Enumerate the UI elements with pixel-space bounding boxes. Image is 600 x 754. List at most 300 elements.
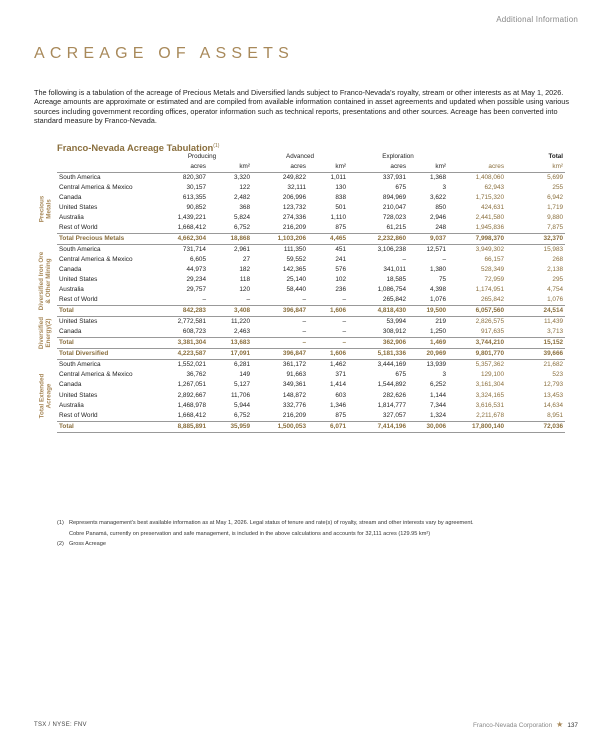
value-cell: 1,267,051 — [177, 381, 206, 389]
value-cell: 265,842 — [382, 296, 407, 304]
value-cell: 1,668,412 — [177, 224, 206, 232]
header-spacer — [57, 162, 152, 173]
value-cell: 6,281 — [234, 361, 251, 369]
section-side-label — [38, 245, 52, 317]
group-header: Advanced — [286, 153, 315, 161]
value-cell: 8,951 — [547, 411, 564, 419]
region-cell: Canada — [59, 194, 82, 202]
value-cell: 6,752 — [234, 224, 251, 232]
value-cell: 12,793 — [543, 381, 564, 389]
region-cell: Australia — [59, 401, 84, 409]
value-cell: 236 — [335, 286, 347, 294]
value-cell: 123,732 — [282, 204, 307, 212]
value-cell: 1,462 — [330, 361, 347, 369]
table-row — [57, 401, 565, 411]
value-cell: 1,174,951 — [475, 286, 505, 294]
star-icon: ★ — [556, 720, 564, 729]
value-cell: 2,211,678 — [476, 411, 505, 419]
region-cell: Rest of World — [59, 411, 98, 419]
value-cell: 44,973 — [186, 266, 206, 274]
value-cell: 1,439,221 — [177, 214, 206, 222]
table-row — [57, 360, 565, 371]
value-cell: 1,408,060 — [475, 174, 505, 182]
value-cell: 1,814,777 — [377, 401, 407, 409]
unit-header: km² — [308, 162, 348, 173]
value-cell: – — [202, 296, 206, 304]
value-cell: 274,336 — [282, 214, 307, 222]
total-value: 9,037 — [408, 234, 448, 245]
value-cell: 122 — [239, 184, 251, 192]
region-cell: United States — [59, 318, 98, 326]
total-value: 2,232,860 — [348, 234, 408, 245]
value-cell: 5,127 — [234, 381, 251, 389]
value-cell: 613,355 — [182, 194, 206, 202]
value-cell: 349,361 — [282, 381, 307, 389]
value-cell: – — [302, 328, 307, 336]
total-value: 4,818,430 — [348, 306, 408, 317]
total-value: 7,414,196 — [348, 421, 408, 432]
table-row — [57, 203, 565, 213]
value-cell: 820,307 — [182, 174, 206, 182]
value-cell: 3,713 — [547, 328, 564, 336]
value-cell: 206,996 — [282, 194, 307, 202]
total-value: 19,500 — [408, 306, 448, 317]
table-row — [57, 411, 565, 422]
table-row — [57, 245, 565, 256]
value-cell: 875 — [335, 411, 347, 419]
value-cell: 1,719 — [547, 204, 564, 212]
value-cell: 1,414 — [330, 381, 347, 389]
table-row — [57, 183, 565, 193]
value-cell: 3,324,165 — [475, 391, 505, 399]
value-cell: 371 — [335, 371, 347, 379]
value-cell: 3,320 — [234, 174, 251, 182]
value-cell: 102 — [335, 276, 347, 284]
value-cell: 3,616,531 — [475, 401, 505, 409]
group-header: Producing — [187, 153, 217, 161]
total-row — [57, 234, 565, 245]
page-number: 137 — [567, 721, 578, 729]
total-value: 17,091 — [208, 349, 252, 360]
region-cell: Central America & Mexico — [59, 256, 133, 264]
region-cell: Canada — [59, 381, 82, 389]
total-value: 5,181,336 — [348, 349, 408, 360]
table-row — [57, 213, 565, 223]
value-cell: 32,111 — [287, 184, 307, 192]
total-value: 3,744,210 — [448, 338, 506, 349]
region-cell: South America — [59, 174, 101, 182]
value-cell: 2,772,581 — [177, 318, 206, 326]
group-header: Exploration — [382, 153, 414, 161]
acreage-table — [57, 152, 565, 433]
value-cell: 1,346 — [330, 401, 347, 409]
footnotes — [57, 518, 565, 550]
total-row — [57, 421, 565, 432]
total-value: 3,408 — [208, 306, 252, 317]
total-label: Total — [57, 306, 152, 317]
value-cell: 2,946 — [430, 214, 447, 222]
value-cell: 2,892,667 — [177, 391, 206, 399]
value-cell: 1,250 — [430, 328, 447, 336]
table-row — [57, 193, 565, 203]
total-value: 1,500,053 — [252, 421, 308, 432]
total-value: 3,381,304 — [152, 338, 208, 349]
total-label: Total Diversified — [57, 349, 152, 360]
value-cell: 3,949,302 — [475, 246, 505, 254]
group-header: Total — [548, 153, 564, 161]
value-cell: 341,011 — [383, 266, 407, 274]
value-cell: 61,215 — [386, 224, 407, 232]
value-cell: – — [342, 318, 347, 326]
footnote — [57, 539, 565, 550]
value-cell: 268 — [552, 256, 564, 264]
value-cell: 265,842 — [480, 296, 505, 304]
value-cell: 216,209 — [282, 411, 307, 419]
value-cell: 4,398 — [430, 286, 447, 294]
total-value: 1,606 — [308, 349, 348, 360]
value-cell: 1,552,021 — [177, 361, 206, 369]
section-side-label-text — [38, 317, 52, 349]
value-cell: 11,706 — [230, 391, 251, 399]
value-cell: 295 — [552, 276, 564, 284]
total-value: 18,868 — [208, 234, 252, 245]
value-cell: 2,463 — [234, 328, 251, 336]
total-value: 35,959 — [208, 421, 252, 432]
value-cell: 29,757 — [186, 286, 206, 294]
footer-company-name: Franco-Nevada Corporation — [472, 721, 553, 729]
value-cell: 894,969 — [382, 194, 407, 202]
table-title-text: Franco-Nevada Acreage Tabulation — [57, 142, 214, 153]
total-value: 4,662,304 — [152, 234, 208, 245]
value-cell: 2,482 — [234, 194, 251, 202]
value-cell: 2,826,575 — [475, 318, 505, 326]
region-cell: Australia — [59, 214, 84, 222]
value-cell: 29,234 — [186, 276, 206, 284]
value-cell: 675 — [395, 371, 407, 379]
value-cell: 838 — [335, 194, 347, 202]
value-cell: 308,912 — [382, 328, 407, 336]
region-cell: Rest of World — [59, 224, 98, 232]
value-cell: – — [342, 328, 347, 336]
value-cell: 1,544,892 — [377, 381, 407, 389]
page-title: ACREAGE OF ASSETS — [34, 45, 295, 62]
value-cell: 1,668,412 — [177, 411, 206, 419]
value-cell: 1,076 — [430, 296, 447, 304]
total-value: 842,283 — [152, 306, 208, 317]
value-cell: 1,086,754 — [377, 286, 407, 294]
value-cell: 424,631 — [480, 204, 505, 212]
value-cell: 219 — [435, 318, 447, 326]
section-side-label — [38, 360, 52, 432]
region-cell: Australia — [59, 286, 84, 294]
value-cell: 9,880 — [547, 214, 564, 222]
table-row — [57, 285, 565, 295]
total-value: 13,683 — [208, 338, 252, 349]
region-cell: Central America & Mexico — [59, 371, 133, 379]
value-cell: 523 — [552, 371, 564, 379]
value-cell: 62,943 — [484, 184, 505, 192]
section-side-label-text — [38, 196, 52, 223]
total-value: 15,152 — [506, 338, 565, 349]
value-cell: 59,552 — [286, 256, 307, 264]
value-cell: 917,635 — [480, 328, 505, 336]
value-cell: – — [342, 296, 347, 304]
total-value: 6,057,560 — [448, 306, 506, 317]
region-cell: United States — [59, 391, 98, 399]
value-cell: 11,220 — [230, 318, 251, 326]
unit-header: acres — [152, 162, 208, 173]
section-side-label-text — [38, 374, 52, 419]
footnote-text: Represents management's best available information as at May 1, 2026. Legal status of tenure and rate(s) of royalty, stream and other interests vary by agreement. — [69, 520, 474, 526]
value-cell: 608,723 — [182, 328, 206, 336]
value-cell: 75 — [438, 276, 447, 284]
value-cell: 248 — [435, 224, 447, 232]
total-value: 1,606 — [308, 306, 348, 317]
value-cell: 6,252 — [430, 381, 447, 389]
total-value: 30,006 — [408, 421, 448, 432]
table-row — [57, 327, 565, 338]
total-value: 24,514 — [506, 306, 565, 317]
value-cell: 3 — [442, 184, 447, 192]
value-cell: 11,439 — [543, 318, 564, 326]
group-header-row — [57, 152, 565, 162]
value-cell: 1,945,836 — [475, 224, 505, 232]
unit-header-row — [57, 162, 565, 173]
value-cell: 337,931 — [382, 174, 407, 182]
footer-ticker: TSX / NYSE: FNV — [34, 722, 87, 728]
unit-header: acres — [252, 162, 308, 173]
value-cell: 3,622 — [430, 194, 447, 202]
value-cell: 210,047 — [382, 204, 407, 212]
value-cell: 332,776 — [282, 401, 307, 409]
unit-header: acres — [448, 162, 506, 173]
table-title-note: (1) — [213, 142, 220, 149]
total-label: Total — [57, 421, 152, 432]
side-label-line: Total Extended — [38, 373, 46, 419]
value-cell: 875 — [335, 224, 347, 232]
side-label-line: Metals — [45, 199, 53, 219]
value-cell: 58,440 — [286, 286, 307, 294]
total-value: 396,847 — [252, 349, 308, 360]
side-label-line: Diversified Iron Ore — [38, 251, 46, 311]
total-value: 17,800,140 — [448, 421, 506, 432]
total-label: Total Precious Metals — [57, 234, 152, 245]
value-cell: 5,944 — [234, 401, 251, 409]
value-cell: 120 — [239, 286, 251, 294]
total-value: – — [252, 338, 308, 349]
value-cell: 1,380 — [430, 266, 447, 274]
value-cell: 36,762 — [186, 371, 206, 379]
value-cell: 728,023 — [382, 214, 407, 222]
value-cell: 15,983 — [543, 246, 564, 254]
value-cell: 21,682 — [543, 361, 564, 369]
value-cell: 5,357,362 — [475, 361, 505, 369]
value-cell: 111,350 — [283, 246, 307, 254]
value-cell: 241 — [335, 256, 347, 264]
value-cell: 6,605 — [190, 256, 206, 264]
value-cell: 53,994 — [386, 318, 407, 326]
footnote-text: Gross Acreage — [69, 541, 106, 547]
value-cell: 3 — [442, 371, 447, 379]
total-row — [57, 349, 565, 360]
value-cell: 148,872 — [282, 391, 307, 399]
value-cell: 5,824 — [234, 214, 251, 222]
value-cell: 603 — [335, 391, 347, 399]
unit-header: km² — [506, 162, 565, 173]
total-value: 32,370 — [506, 234, 565, 245]
total-value: 396,847 — [252, 306, 308, 317]
value-cell: 1,368 — [430, 174, 447, 182]
section-side-label — [38, 317, 52, 349]
value-cell: 2,441,580 — [475, 214, 505, 222]
value-cell: 130 — [335, 184, 347, 192]
value-cell: 255 — [552, 184, 564, 192]
value-cell: 182 — [239, 266, 251, 274]
value-cell: 13,453 — [543, 391, 564, 399]
table-row — [57, 380, 565, 390]
unit-header: km² — [208, 162, 252, 173]
section-side-label — [38, 173, 52, 245]
value-cell: 27 — [242, 256, 251, 264]
value-cell: – — [402, 256, 407, 264]
region-cell: South America — [59, 361, 101, 369]
value-cell: 91,663 — [286, 371, 307, 379]
region-cell: Canada — [59, 266, 82, 274]
value-cell: 1,076 — [547, 296, 564, 304]
value-cell: 2,961 — [234, 246, 251, 254]
footer-company — [473, 721, 578, 729]
value-cell: 528,349 — [480, 266, 505, 274]
header-spacer — [57, 152, 152, 162]
footnote — [57, 518, 565, 529]
value-cell: 1,144 — [430, 391, 447, 399]
value-cell: 72,959 — [484, 276, 505, 284]
side-label-line: & Other Mining — [45, 258, 53, 304]
table-row — [57, 223, 565, 234]
value-cell: 18,585 — [386, 276, 407, 284]
value-cell: 368 — [239, 204, 251, 212]
value-cell: 1,468,978 — [177, 401, 206, 409]
value-cell: 3,444,169 — [377, 361, 407, 369]
region-cell: Canada — [59, 328, 82, 336]
value-cell: 361,172 — [282, 361, 307, 369]
value-cell: 1,011 — [330, 174, 347, 182]
section-header: Additional Information — [496, 15, 578, 24]
total-value: 8,885,891 — [152, 421, 208, 432]
total-value: 9,801,770 — [448, 349, 506, 360]
value-cell: 576 — [335, 266, 347, 274]
value-cell: 149 — [239, 371, 251, 379]
region-cell: Rest of World — [59, 296, 98, 304]
value-cell: 129,100 — [480, 371, 505, 379]
region-cell: United States — [59, 204, 98, 212]
total-value: 72,036 — [506, 421, 565, 432]
value-cell: 7,875 — [547, 224, 564, 232]
table-row — [57, 370, 565, 380]
table-row — [57, 295, 565, 306]
footnote-number: (1) — [57, 520, 64, 526]
value-cell: 1,324 — [430, 411, 447, 419]
value-cell: 14,634 — [543, 401, 564, 409]
total-value: – — [308, 338, 348, 349]
total-row — [57, 306, 565, 317]
value-cell: 675 — [395, 184, 407, 192]
value-cell: 3,161,304 — [475, 381, 505, 389]
value-cell: 7,344 — [430, 401, 447, 409]
side-label-line: Diversified — [38, 316, 46, 350]
value-cell: 216,209 — [282, 224, 307, 232]
total-value: 4,465 — [308, 234, 348, 245]
table-row — [57, 317, 565, 328]
value-cell: 327,057 — [382, 411, 407, 419]
footnote — [57, 529, 565, 540]
total-row — [57, 338, 565, 349]
value-cell: – — [302, 318, 307, 326]
region-cell: United States — [59, 276, 98, 284]
unit-header: km² — [408, 162, 448, 173]
value-cell: 249,822 — [282, 174, 307, 182]
footnote-number: (2) — [57, 541, 64, 547]
region-cell: South America — [59, 246, 101, 254]
value-cell: 1,715,320 — [475, 194, 505, 202]
total-value: 6,071 — [308, 421, 348, 432]
total-value: 362,906 — [348, 338, 408, 349]
value-cell: 1,110 — [330, 214, 347, 222]
value-cell: 4,754 — [547, 286, 564, 294]
intro-paragraph: The following is a tabulation of the acreage of Precious Metals and Diversified lands subject to Franco-Nevada's royalty, stream or other interests as at May 1, 2026. Acreage amounts are approximate or estimated and are compiled from available information contained in asset agreements and updated when possible using various sources including government recording offices, operator information such as technical reports, presentations and other sources. Acreage has been converted into standard measure by Franco-Nevada. — [34, 88, 570, 126]
total-value: 39,666 — [506, 349, 565, 360]
value-cell: – — [246, 296, 251, 304]
total-value: 1,103,206 — [252, 234, 308, 245]
side-label-line: Acreage — [45, 383, 53, 409]
total-label: Total — [57, 338, 152, 349]
value-cell: 13,939 — [426, 361, 447, 369]
value-cell: 12,571 — [426, 246, 447, 254]
value-cell: 30,157 — [186, 184, 206, 192]
total-value: 4,223,587 — [152, 349, 208, 360]
table-row — [57, 173, 565, 184]
footnote-text: Cobre Panamá, currently on preservation and safe management, is included in the above calculations and accounts for 32,111 acres (129.95 km²) — [69, 530, 431, 537]
section-side-label-text — [38, 252, 52, 310]
value-cell: 282,626 — [382, 391, 407, 399]
value-cell: 850 — [435, 204, 447, 212]
value-cell: 90,852 — [186, 204, 206, 212]
value-cell: 25,140 — [286, 276, 307, 284]
value-cell: 731,714 — [182, 246, 206, 254]
table-row — [57, 265, 565, 275]
table-row — [57, 255, 565, 265]
value-cell: 2,138 — [547, 266, 564, 274]
value-cell: 66,157 — [484, 256, 505, 264]
value-cell: 3,106,238 — [377, 246, 407, 254]
value-cell: 5,699 — [547, 174, 564, 182]
value-cell: 501 — [335, 204, 347, 212]
table-row — [57, 275, 565, 285]
region-cell: Central America & Mexico — [59, 184, 133, 192]
value-cell: 451 — [335, 246, 347, 254]
value-cell: – — [442, 256, 447, 264]
side-label-line: Energy(2) — [45, 318, 53, 348]
value-cell: 142,365 — [282, 266, 307, 274]
total-value: 1,469 — [408, 338, 448, 349]
unit-header: acres — [348, 162, 408, 173]
total-value: 7,998,370 — [448, 234, 506, 245]
value-cell: 6,752 — [234, 411, 251, 419]
table-row — [57, 391, 565, 401]
value-cell: 6,942 — [547, 194, 564, 202]
total-value: 20,969 — [408, 349, 448, 360]
value-cell: 118 — [239, 276, 251, 284]
